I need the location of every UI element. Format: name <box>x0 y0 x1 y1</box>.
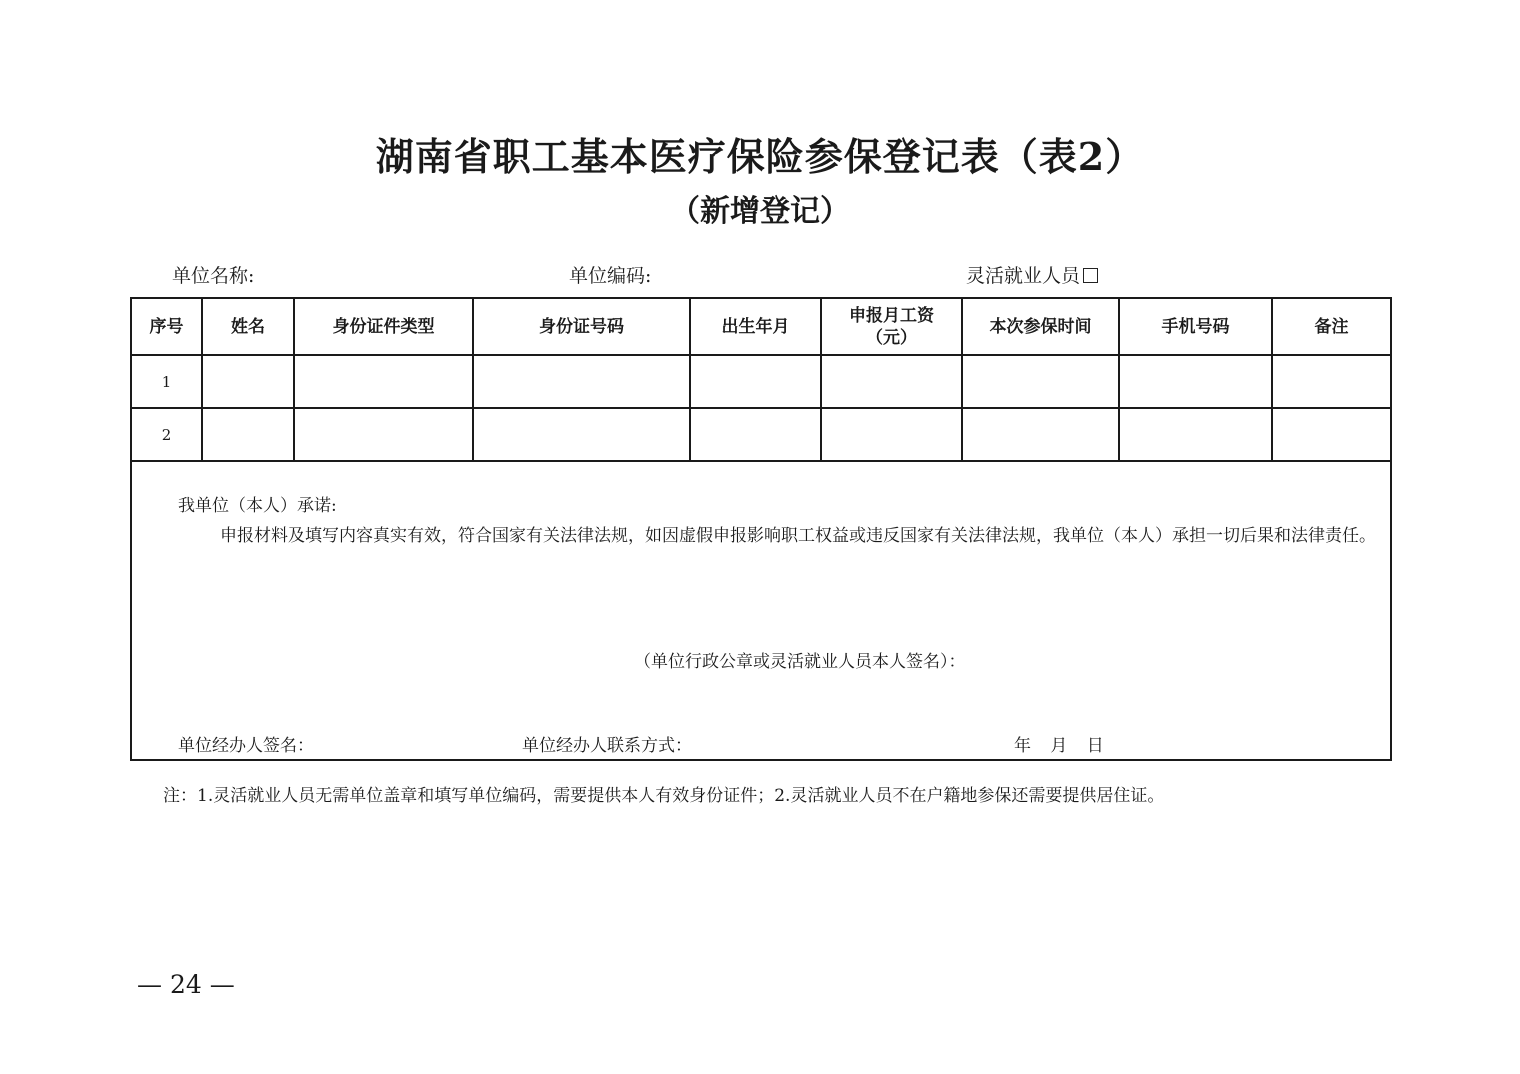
header-salary-text: 申报月工资（元） <box>849 305 934 348</box>
name-cell[interactable] <box>202 355 294 408</box>
birth-cell[interactable] <box>690 408 821 461</box>
pledge-body: 申报材料及填写内容真实有效，符合国家有关法律法规，如因虚假申报影响职工权益或违反国家有关法律法规，我单位（本人）承担一切后果和法律责任。 <box>220 526 1376 546</box>
pledge-section <box>131 461 1391 760</box>
flexible-employment-label: 灵活就业人员 <box>966 265 1081 287</box>
name-cell[interactable] <box>202 408 294 461</box>
id-type-cell[interactable] <box>294 355 473 408</box>
date-label: 年 月 日 <box>1014 736 1104 756</box>
header-birth: 出生年月 <box>690 298 821 355</box>
header-id-type: 身份证件类型 <box>294 298 473 355</box>
pledge-heading: 我单位（本人）承诺: <box>178 496 337 516</box>
page-number: — 24 — <box>137 970 235 999</box>
salary-cell[interactable] <box>821 408 962 461</box>
phone-cell[interactable] <box>1119 408 1272 461</box>
enroll-time-cell[interactable] <box>962 355 1119 408</box>
table-row <box>131 355 1391 408</box>
table-row <box>131 408 1391 461</box>
footnote: 注：1.灵活就业人员无需单位盖章和填写单位编码，需要提供本人有效身份证件；2.灵活就业人员不在户籍地参保还需要提供居住证。 <box>163 786 1165 806</box>
id-type-cell[interactable] <box>294 408 473 461</box>
phone-cell[interactable] <box>1119 355 1272 408</box>
header-phone: 手机号码 <box>1119 298 1272 355</box>
pledge-row <box>131 461 1391 760</box>
unit-name-label: 单位名称: <box>172 265 255 287</box>
header-serial: 序号 <box>131 298 202 355</box>
flexible-employment-checkbox[interactable] <box>1083 268 1098 283</box>
row-serial: 1 <box>131 355 202 408</box>
id-number-cell[interactable] <box>473 408 690 461</box>
header-id-number: 身份证号码 <box>473 298 690 355</box>
remarks-cell[interactable] <box>1272 355 1391 408</box>
table-header-row <box>131 298 1391 355</box>
unit-code-label: 单位编码: <box>569 265 652 287</box>
header-name: 姓名 <box>202 298 294 355</box>
header-remarks: 备注 <box>1272 298 1391 355</box>
salary-cell[interactable] <box>821 355 962 408</box>
agent-signature-label: 单位经办人签名： <box>178 736 314 756</box>
agent-contact-label: 单位经办人联系方式： <box>522 736 692 756</box>
header-salary <box>821 298 962 355</box>
registration-table <box>130 297 1392 761</box>
id-number-cell[interactable] <box>473 355 690 408</box>
birth-cell[interactable] <box>690 355 821 408</box>
document-title: 湖南省职工基本医疗保险参保登记表（表2） <box>375 134 1145 179</box>
official-seal-signature-label: （单位行政公章或灵活就业人员本人签名）： <box>634 652 966 672</box>
document-subtitle: （新增登记） <box>670 194 850 229</box>
enroll-time-cell[interactable] <box>962 408 1119 461</box>
row-serial: 2 <box>131 408 202 461</box>
flexible-employment-field <box>966 262 1098 290</box>
header-enroll-time: 本次参保时间 <box>962 298 1119 355</box>
remarks-cell[interactable] <box>1272 408 1391 461</box>
